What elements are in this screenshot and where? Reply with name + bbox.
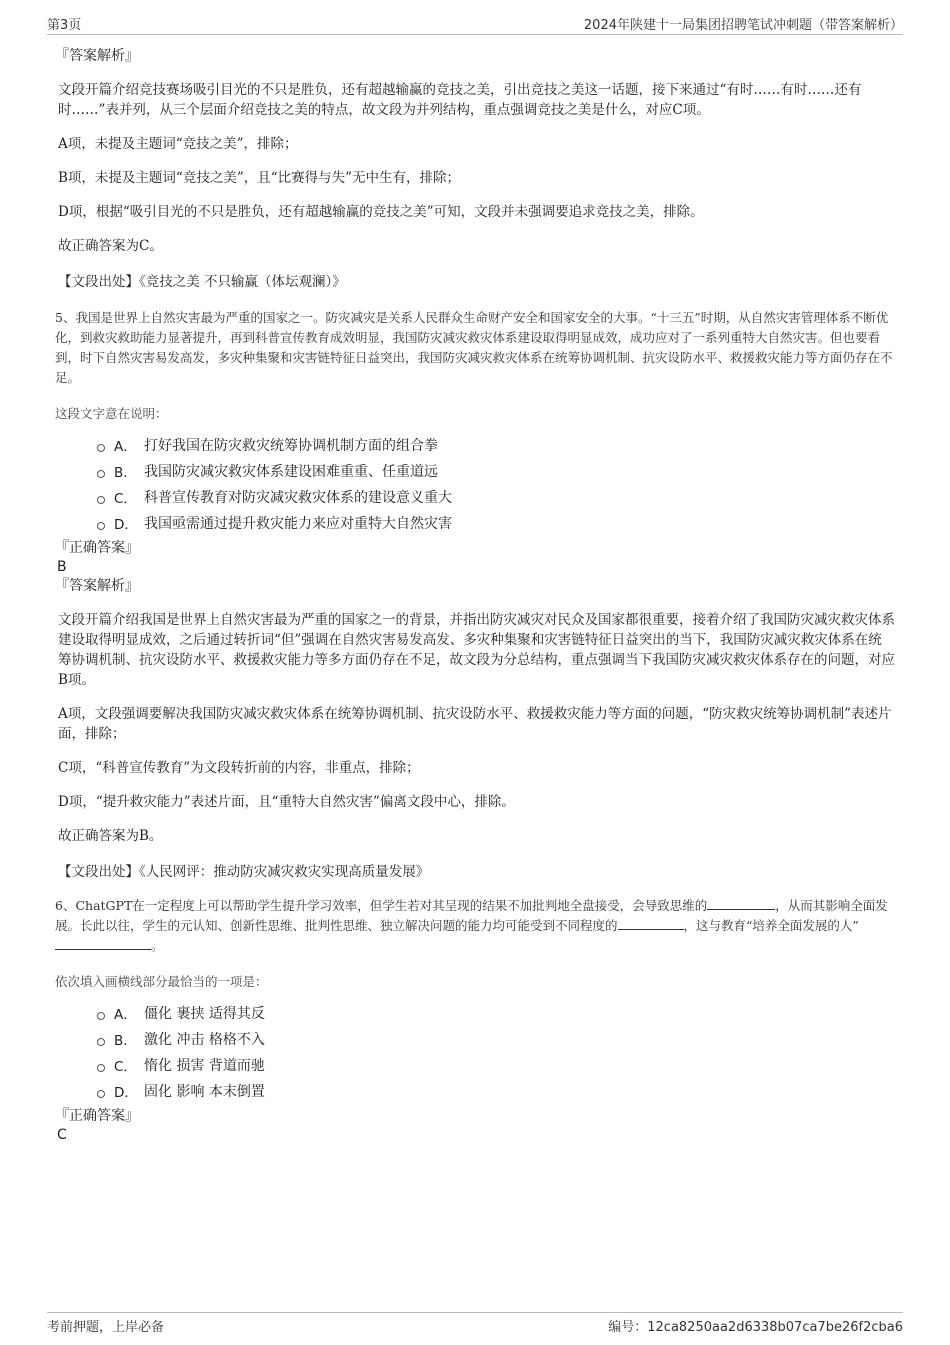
q5-analysis-conclusion: 故正确答案为B。: [58, 828, 163, 844]
q4-analysis-d: D项，根据“吸引目光的不只是胜负，还有超越输赢的竞技之美”可知，文段并未强调要追求竞技之美，排除。: [58, 204, 704, 220]
q4-analysis-a: A项，未提及主题词“竞技之美”，排除；: [58, 136, 298, 152]
q5-options: [55, 432, 895, 536]
q5-option-d[interactable]: D． 我国亟需通过提升救灾能力来应对重特大自然灾害: [97, 510, 895, 536]
q6-option-c[interactable]: C． 惰化 损害 背道而驰: [97, 1052, 895, 1078]
q6-option-d[interactable]: D． 固化 影响 本末倒置: [97, 1078, 895, 1104]
document-code: 编号：12ca8250aa2d6338b07ca7be26f2cba6: [608, 1320, 903, 1335]
q5-question-text: 5、我国是世界上自然灾害最为严重的国家之一。防灾减灾是关系人民群众生命财产安全和国家安全的大事。“十三五”时期，从自然灾害管理体系不断优化，到救灾救助能力显著提升，再到科普宣传教育成效明显，我国防灾减灾救灾体系建设取得明显成效，成功应对了一系列重特大自然灾害。但也要看到，时下自然灾害易发高发，多灾种集聚和灾害链特征日益突出，我国防灾减灾救灾体系在统筹协调机制、抗灾设防水平、救援救灾能力等方面仍存在不足。: [55, 310, 893, 385]
page-footer: [47, 1312, 903, 1335]
radio-icon[interactable]: [97, 1064, 105, 1072]
radio-icon[interactable]: [97, 1090, 105, 1098]
q4-analysis-conclusion: 故正确答案为C。: [58, 238, 163, 254]
q5-analysis-main: 文段开篇介绍我国是世界上自然灾害最为严重的国家之一的背景，并指出防灾减灾对民众及国家都很重要，接着介绍了我国防灾减灾救灾体系建设取得明显成效，之后通过转折词“但”强调在自然灾害易发高发、多灾种集聚和灾害链特征日益突出的当下，我国防灾减灾救灾体系在统筹协调机制、抗灾设防水平、救援救灾能力等多方面仍存在不足，故文段为分总结构，重点强调当下我国防灾减灾救灾体系存在的问题，对应B项。: [58, 612, 895, 688]
radio-icon[interactable]: [97, 522, 105, 530]
q5-option-a[interactable]: A． 打好我国在防灾救灾统筹协调机制方面的组合拳: [97, 432, 895, 458]
q6-answer: C: [57, 1127, 67, 1143]
q4-analysis-heading: 『答案解析』: [55, 48, 139, 64]
q4-source: 【文段出处】《竞技之美 不只输赢（体坛观澜）》: [58, 274, 346, 290]
q5-analysis-d: D项，“提升救灾能力”表述片面，且“重特大自然灾害”偏离文段中心，排除。: [58, 794, 515, 810]
fill-blank-1[interactable]: [707, 896, 775, 910]
q5-prompt: 这段文字意在说明：: [55, 406, 168, 421]
q6-option-b[interactable]: B． 激化 冲击 格格不入: [97, 1026, 895, 1052]
q6-option-a[interactable]: A． 僵化 裹挟 适得其反: [97, 1000, 895, 1026]
radio-icon[interactable]: [97, 496, 105, 504]
page-content: [55, 44, 895, 1144]
q5-option-b[interactable]: B． 我国防灾减灾救灾体系建设困难重重、任重道远: [97, 458, 895, 484]
page-header: [47, 14, 903, 35]
q5-analysis-a: A项，文段强调要解决我国防灾减灾救灾体系在统筹协调机制、抗灾设防水平、救援救灾能力等方面的问题，“防灾救灾统筹协调机制”表述片面，排除；: [58, 706, 892, 742]
q5-answer: B: [57, 559, 67, 575]
fill-blank-3[interactable]: [55, 936, 151, 950]
q4-analysis-b: B项，未提及主题词“竞技之美”，且“比赛得与失”无中生有，排除；: [58, 170, 461, 186]
radio-icon[interactable]: [97, 1012, 105, 1020]
q5-analysis-c: C项，“科普宣传教育”为文段转折前的内容，非重点，排除；: [58, 760, 420, 776]
q6-options: [55, 1000, 895, 1104]
page-number: 第3页: [47, 18, 82, 33]
q5-analysis-heading: 『答案解析』: [55, 578, 139, 594]
footer-slogan: 考前押题，上岸必备: [47, 1320, 165, 1335]
q4-analysis-main: 文段开篇介绍竞技赛场吸引目光的不只是胜负，还有超越输赢的竞技之美，引出竞技之美这一话题，接下来通过“有时……有时……还有时……”表并列，从三个层面介绍竞技之美的特点，故文段为并列结构，重点强调竞技之美是什么，对应C项。: [58, 82, 862, 118]
radio-icon[interactable]: [97, 444, 105, 452]
q6-question-text: 6、ChatGPT在一定程度上可以帮助学生提升学习效率，但学生若对其呈现的结果不加批判地全盘接受，会导致思维的 ，从而其影响全面发展。长此以往，学生的元认知、创新性思维、批判性思维、独立解决问题的能力均可能受到不同程度的 ，这与教育“培养全面发展的人”。: [55, 898, 888, 953]
q6-prompt: 依次填入画横线部分最恰当的一项是：: [55, 974, 268, 989]
radio-icon[interactable]: [97, 1038, 105, 1046]
q6-answer-heading: 『正确答案』: [55, 1108, 139, 1124]
q5-source: 【文段出处】《人民网评：推动防灾减灾救灾实现高质量发展》: [58, 864, 430, 880]
radio-icon[interactable]: [97, 470, 105, 478]
fill-blank-2[interactable]: [618, 916, 684, 930]
document-title: 2024年陕建十一局集团招聘笔试冲刺题（带答案解析）: [583, 18, 903, 33]
q5-option-c[interactable]: C． 科普宣传教育对防灾减灾救灾体系的建设意义重大: [97, 484, 895, 510]
q5-answer-heading: 『正确答案』: [55, 540, 139, 556]
